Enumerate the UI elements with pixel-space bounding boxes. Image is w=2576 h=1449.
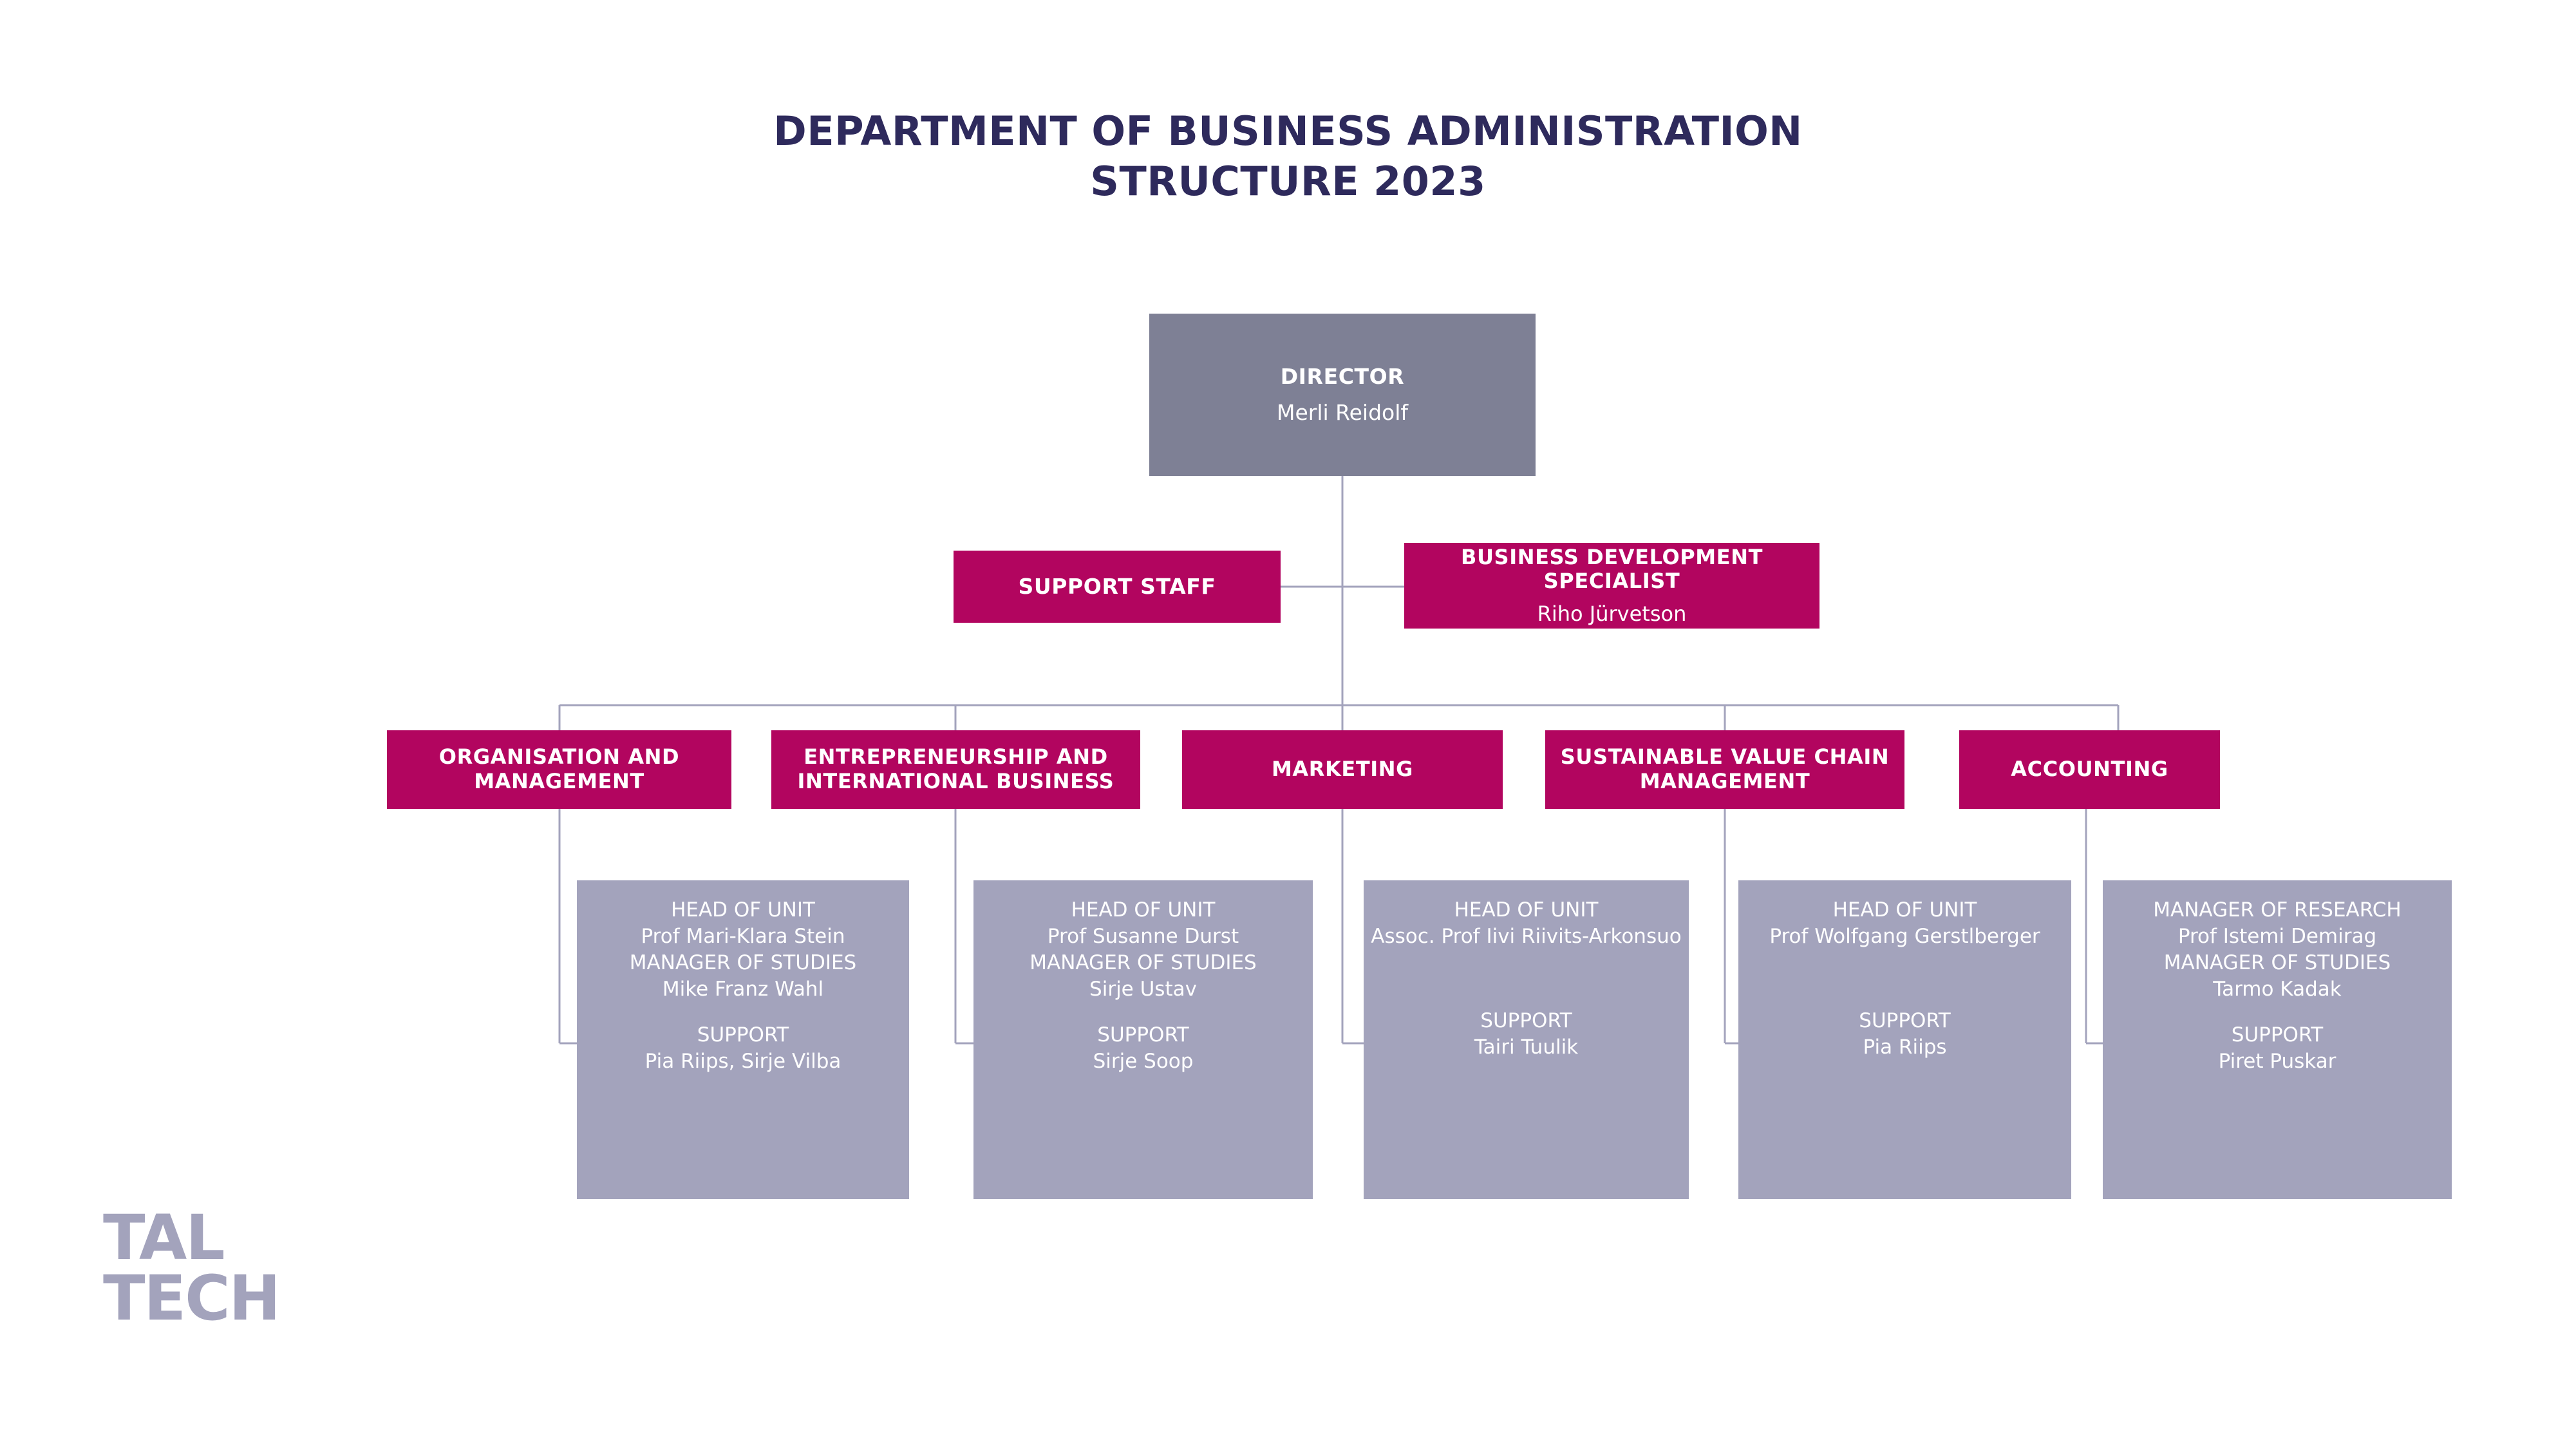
unit-label: SUSTAINABLE VALUE CHAIN MANAGEMENT [1560,744,1890,793]
taltech-logo [103,1202,279,1335]
unit-detail-organisation-and-management[interactable] [577,880,909,1199]
unit-detail-marketing[interactable] [1364,880,1689,1199]
detail-row: Prof Istemi Demirag [2177,924,2377,948]
detail-row: Sirje Ustav [1089,977,1197,1001]
title-line-2: STRUCTURE 2023 [1090,157,1486,205]
node-unit-sustainable-value-chain-management[interactable] [1545,730,1904,809]
detail-row: HEAD OF UNIT [1454,898,1599,922]
bds-name: Riho Jürvetson [1537,601,1687,627]
detail-row: Mike Franz Wahl [662,977,824,1001]
unit-detail-sustainable-value-chain-management[interactable] [1738,880,2071,1199]
title-line-1: DEPARTMENT OF BUSINESS ADMINISTRATION [773,108,1803,155]
detail-row: Assoc. Prof Iivi Riivits-Arkonsuo [1371,924,1682,948]
detail-row: SUPPORT [1859,1009,1951,1032]
detail-row: MANAGER OF RESEARCH [2153,898,2402,922]
detail-row: MANAGER OF STUDIES [1029,951,1257,974]
detail-row: Prof Wolfgang Gerstlberger [1769,924,2040,948]
unit-label: ENTREPRENEURSHIP AND INTERNATIONAL BUSINESS [797,744,1114,793]
detail-row: SUPPORT [2231,1023,2324,1046]
detail-row: SUPPORT [1480,1009,1572,1032]
detail-row: SUPPORT [697,1023,789,1046]
unit-label: MARKETING [1271,757,1414,782]
node-unit-entrepreneurship-and-international-business[interactable] [771,730,1140,809]
detail-row: Tarmo Kadak [2213,977,2342,1001]
detail-row: Prof Susanne Durst [1047,924,1239,948]
logo-line-1: TAL [103,1202,224,1274]
detail-row: HEAD OF UNIT [1071,898,1216,922]
node-unit-accounting[interactable] [1959,730,2220,809]
detail-row: Pia Riips, Sirje Vilba [644,1049,841,1073]
detail-row: Pia Riips [1863,1035,1947,1059]
detail-row: HEAD OF UNIT [671,898,815,922]
detail-row: HEAD OF UNIT [1832,898,1977,922]
bds-role: BUSINESS DEVELOPMENT SPECIALIST [1460,544,1763,594]
detail-row: SUPPORT [1097,1023,1189,1046]
support-staff-label: SUPPORT STAFF [1018,573,1216,599]
unit-detail-accounting[interactable] [2103,880,2452,1199]
detail-row: Prof Mari-Klara Stein [641,924,845,948]
unit-label: ORGANISATION AND MANAGEMENT [438,744,680,793]
node-support-staff[interactable] [954,551,1281,623]
detail-row: Sirje Soop [1093,1049,1194,1073]
unit-detail-entrepreneurship-and-international-business[interactable] [973,880,1313,1199]
logo-line-2: TECH [103,1262,279,1335]
unit-label: ACCOUNTING [2011,757,2168,782]
director-name: Merli Reidolf [1276,399,1408,425]
node-unit-organisation-and-management[interactable] [387,730,731,809]
director-role: DIRECTOR [1280,363,1405,389]
detail-row: Tairi Tuulik [1474,1035,1579,1059]
detail-row: MANAGER OF STUDIES [2163,951,2391,974]
node-business-development-specialist[interactable] [1404,543,1819,629]
detail-row: Piret Puskar [2218,1049,2336,1073]
node-unit-marketing[interactable] [1182,730,1503,809]
node-director[interactable] [1149,314,1536,476]
detail-row: MANAGER OF STUDIES [629,951,857,974]
